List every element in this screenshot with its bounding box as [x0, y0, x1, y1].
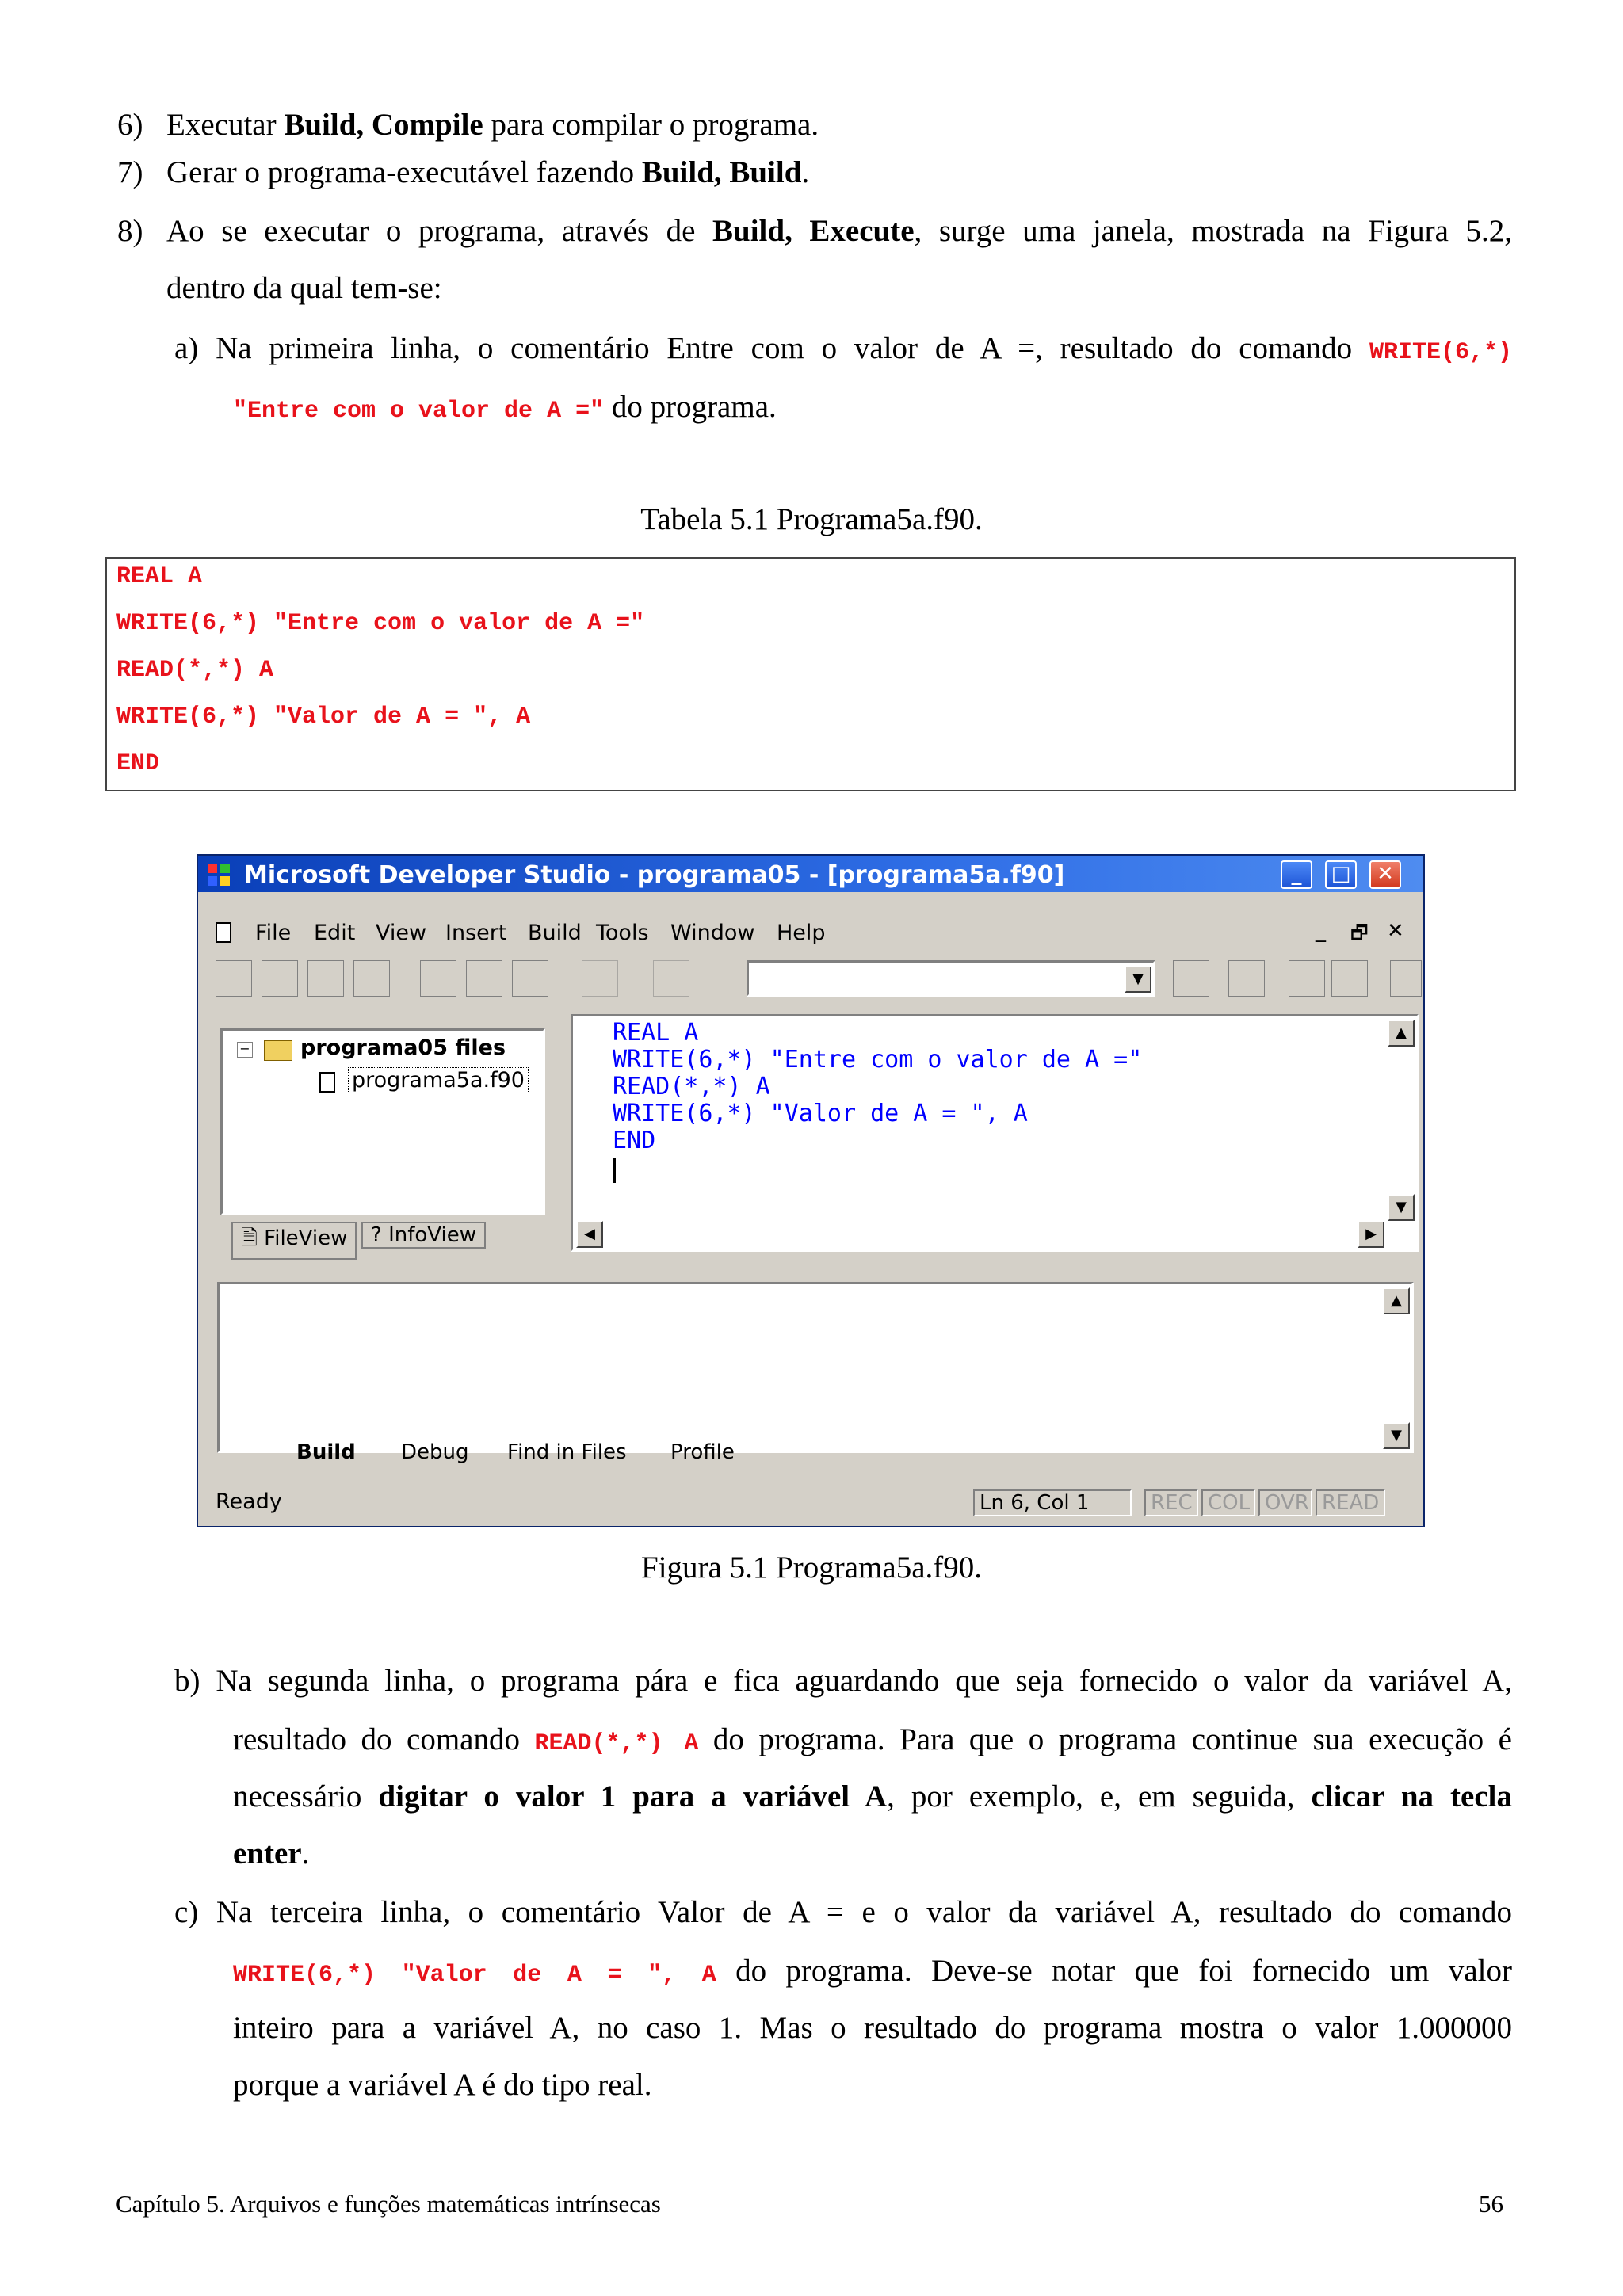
title-bar	[198, 856, 1423, 892]
menu-tools[interactable]: Tools	[596, 921, 649, 945]
editor-line: WRITE(6,*) "Entre com o valor de A ="	[613, 1046, 1143, 1074]
list-item-c: c) Na terceira linha, o comentário Valor de A = e o valor da variável A, resultado do comando WRITE(6,*) "Valor de A = ", A do programa. Deve-se notar que foi fornecido um valor inteiro para a variável A, no caso 1. Mas o resultado do programa mostra o valor 1.000000 porque a variável A é do tipo real.	[174, 1895, 1513, 2102]
new-file-icon[interactable]	[216, 960, 252, 997]
close-button[interactable]: ✕	[1369, 860, 1401, 889]
code-editor[interactable]	[571, 1014, 1419, 1252]
open-folder-icon[interactable]	[262, 960, 298, 997]
editor-line: WRITE(6,*) "Valor de A = ", A	[613, 1100, 1028, 1127]
scroll-down-icon[interactable]: ▼	[1383, 1422, 1410, 1449]
read-indicator: READ	[1316, 1489, 1385, 1516]
maximize-button[interactable]: □	[1325, 860, 1357, 889]
cursor-position: Ln 6, Col 1	[973, 1489, 1132, 1516]
menu-help[interactable]: Help	[777, 921, 826, 945]
fortran-file-icon	[319, 1072, 335, 1093]
tab-profile[interactable]: Profile	[670, 1440, 735, 1464]
code-line: END	[116, 750, 160, 777]
tree-root-label[interactable]: programa05 files	[300, 1035, 506, 1060]
code-line: WRITE(6,*) "Entre com o valor de A ="	[116, 610, 645, 637]
fileview-icon: 🗎	[241, 1226, 258, 1250]
save-icon[interactable]	[307, 960, 344, 997]
cut-icon[interactable]	[420, 960, 456, 997]
tab-fileview[interactable]: 🗎 FileView	[231, 1222, 357, 1260]
tab-debug[interactable]: Debug	[401, 1440, 469, 1464]
ovr-indicator: OVR	[1258, 1489, 1312, 1516]
minimize-button[interactable]: _	[1281, 860, 1312, 889]
col-indicator: COL	[1201, 1489, 1255, 1516]
chevron-down-icon[interactable]: ▼	[1125, 966, 1151, 993]
tab-find-in-files[interactable]: Find in Files	[507, 1440, 627, 1464]
rec-indicator: REC	[1144, 1489, 1198, 1516]
scroll-left-icon[interactable]: ◀	[576, 1221, 603, 1248]
text-cursor	[613, 1158, 616, 1183]
app-icon	[208, 864, 230, 886]
table-caption: Tabela 5.1 Programa5a.f90.	[640, 502, 983, 536]
undo-icon[interactable]	[582, 960, 618, 997]
menu-view[interactable]: View	[376, 921, 427, 945]
collapse-icon[interactable]: −	[237, 1042, 253, 1058]
editor-line: END	[613, 1127, 656, 1154]
tab-build[interactable]: Build	[296, 1440, 356, 1464]
tab-infoview[interactable]: ? InfoView	[361, 1222, 486, 1249]
developer-studio-window	[197, 854, 1425, 1527]
footer-chapter: Capítulo 5. Arquivos e funções matemáticas intrínsecas	[116, 2190, 661, 2218]
save-all-icon[interactable]	[353, 960, 390, 997]
code-line: READ(*,*) A	[116, 657, 274, 684]
editor-line: REAL A	[613, 1019, 699, 1047]
document-icon	[216, 922, 231, 943]
code-table	[105, 557, 1516, 791]
scroll-up-icon[interactable]: ▲	[1388, 1020, 1415, 1047]
menu-build[interactable]: Build	[528, 921, 582, 945]
window-title: Microsoft Developer Studio - programa05 - [programa5a.f90]	[244, 861, 1065, 889]
editor-line: READ(*,*) A	[613, 1073, 770, 1100]
list-item-b: b) Na segunda linha, o programa pára e fica aguardando que seja fornecido o valor da variável A, resultado do comando READ(*,*) A do programa. Para que o programa continue sua execução é necessário digitar o valor 1 para a variável A, por exemplo, e, em seguida, clicar na tecla enter.	[174, 1664, 1512, 1871]
find-in-files-icon[interactable]	[1173, 960, 1209, 997]
mdi-restore-icon[interactable]: 🗗	[1350, 921, 1369, 944]
menu-insert[interactable]: Insert	[445, 921, 507, 945]
status-text: Ready	[216, 1489, 282, 1514]
mdi-minimize-icon[interactable]: _	[1316, 919, 1326, 943]
replace-icon[interactable]	[1228, 960, 1265, 997]
redo-icon[interactable]	[653, 960, 689, 997]
figure-caption: Figura 5.1 Programa5a.f90.	[641, 1550, 982, 1585]
menu-window[interactable]: Window	[670, 921, 755, 945]
menu-file[interactable]: File	[255, 921, 292, 945]
code-line: WRITE(6,*) "Valor de A = ", A	[116, 704, 531, 730]
copy-icon[interactable]	[466, 960, 502, 997]
mdi-close-icon[interactable]: ✕	[1387, 919, 1404, 943]
workspace-tree	[220, 1028, 545, 1215]
paste-icon[interactable]	[512, 960, 548, 997]
find-combo[interactable]	[747, 960, 1155, 997]
output-pane	[217, 1282, 1414, 1453]
menu-edit[interactable]: Edit	[314, 921, 356, 945]
scroll-down-icon[interactable]: ▼	[1388, 1194, 1415, 1221]
code-line: REAL A	[116, 563, 203, 590]
list-item-a: a) Na primeira linha, o comentário Entre com o valor de A =, resultado do comando WRITE(6,*) "Entre com o valor de A =" do programa.	[174, 331, 1513, 425]
info-icon: ?	[371, 1223, 382, 1247]
folder-icon	[264, 1040, 292, 1061]
page-number: 56	[1479, 2190, 1503, 2218]
scroll-right-icon[interactable]: ▶	[1358, 1221, 1384, 1248]
output-icon[interactable]	[1331, 960, 1368, 997]
scroll-up-icon[interactable]: ▲	[1383, 1287, 1410, 1314]
toolbar-overflow-icon[interactable]	[1390, 960, 1422, 997]
workspace-icon[interactable]	[1289, 960, 1325, 997]
tree-file-item[interactable]: programa5a.f90	[348, 1067, 529, 1093]
